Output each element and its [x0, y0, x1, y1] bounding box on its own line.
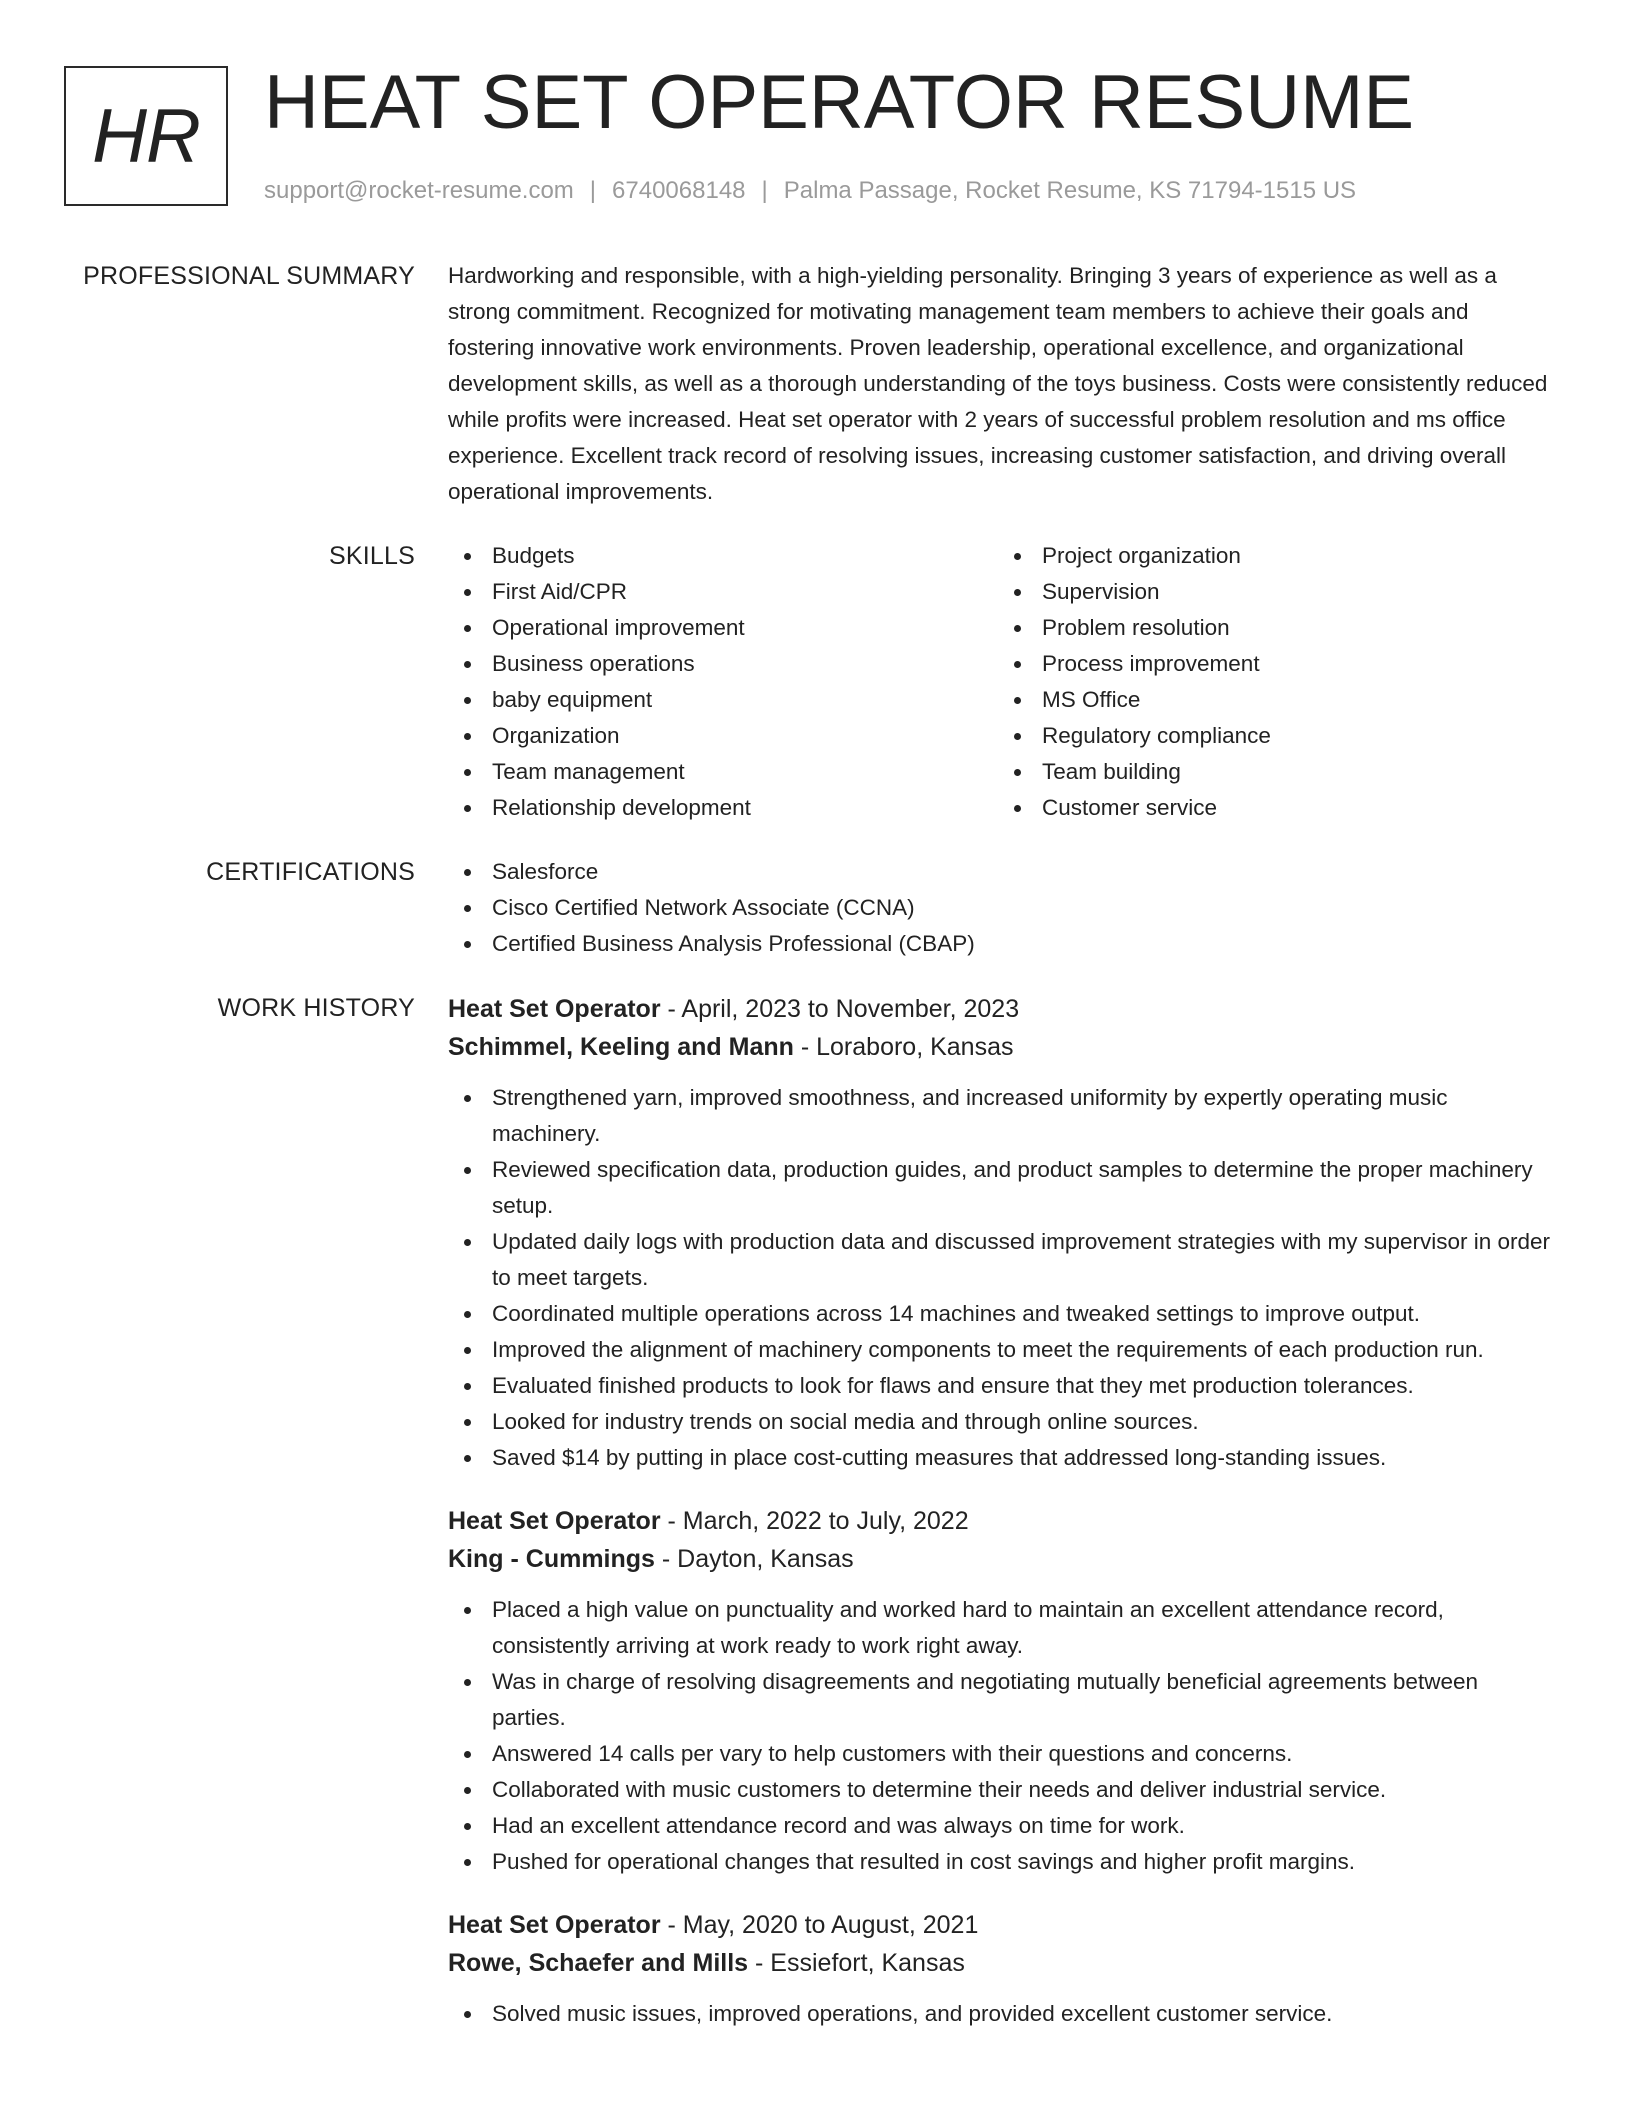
job-duty-item: Answered 14 calls per vary to help customers with their questions and concerns.: [448, 1736, 1558, 1772]
skill-item: Relationship development: [448, 790, 998, 826]
job-title-line: [448, 990, 1558, 1028]
section-summary: [0, 258, 1632, 510]
job-duty-item: Saved $14 by putting in place cost-cutting measures that addressed long-standing issues.: [448, 1440, 1558, 1476]
skill-item: Customer service: [998, 790, 1548, 826]
certifications-heading: CERTIFICATIONS: [206, 858, 415, 886]
resume-title: HEAT SET OPERATOR RESUME: [264, 60, 1415, 145]
job-duty-item: Was in charge of resolving disagreements and negotiating mutually beneficial agreements between parties.: [448, 1664, 1558, 1736]
job-duties-list: [448, 1080, 1558, 1476]
skill-item: Regulatory compliance: [998, 718, 1548, 754]
job-duty-item: Reviewed specification data, production guides, and product samples to determine the proper machinery setup.: [448, 1152, 1558, 1224]
job-location: - Essiefort, Kansas: [748, 1949, 965, 1977]
skill-item: Business operations: [448, 646, 998, 682]
skill-item: Team management: [448, 754, 998, 790]
contact-address: Palma Passage, Rocket Resume, KS 71794-1515 US: [783, 177, 1357, 204]
job-duties-list: [448, 1996, 1558, 2032]
contact-phone[interactable]: 6740068148: [612, 177, 746, 204]
contact-separator: |: [589, 177, 597, 204]
skills-column-left: [448, 538, 998, 826]
skill-item: baby equipment: [448, 682, 998, 718]
skill-item: MS Office: [998, 682, 1548, 718]
resume-sections: [0, 258, 1632, 2086]
job-entry: [448, 1906, 1558, 2032]
job-company: Schimmel, Keeling and Mann: [448, 1033, 794, 1061]
job-duty-item: Collaborated with music customers to determine their needs and deliver industrial service.: [448, 1772, 1558, 1808]
skills-body: [448, 538, 1558, 826]
job-entry: [448, 1502, 1558, 1880]
skill-item: Process improvement: [998, 646, 1548, 682]
skill-item: Project organization: [998, 538, 1548, 574]
job-duty-item: Pushed for operational changes that resulted in cost savings and higher profit margins.: [448, 1844, 1558, 1880]
section-skills: [0, 538, 1632, 826]
job-company: Rowe, Schaefer and Mills: [448, 1949, 749, 1977]
job-title-line: [448, 1906, 1558, 1944]
skill-item: Budgets: [448, 538, 998, 574]
job-duty-item: Updated daily logs with production data and discussed improvement strategies with my supervisor in order to meet targets.: [448, 1224, 1558, 1296]
work-history-body: [448, 990, 1558, 2058]
job-title: Heat Set Operator: [448, 995, 661, 1023]
job-title-line: [448, 1502, 1558, 1540]
certifications-list: [448, 854, 1558, 962]
job-company-line: [448, 1944, 1558, 1982]
skill-item: Supervision: [998, 574, 1548, 610]
section-certifications: [0, 854, 1632, 962]
job-location: - Loraboro, Kansas: [793, 1033, 1014, 1061]
work-history-heading: WORK HISTORY: [217, 994, 415, 1022]
job-company-line: [448, 1028, 1558, 1066]
certification-item: Cisco Certified Network Associate (CCNA): [448, 890, 1558, 926]
contact-separator: |: [761, 177, 768, 204]
job-title: Heat Set Operator: [448, 1507, 661, 1535]
summary-heading: PROFESSIONAL SUMMARY: [83, 262, 415, 290]
job-entry: [448, 990, 1558, 1476]
skill-item: Organization: [448, 718, 998, 754]
summary-body: [448, 258, 1558, 510]
section-work-history: [0, 990, 1632, 2058]
job-dates: - March, 2022 to July, 2022: [660, 1507, 969, 1535]
skills-heading: SKILLS: [329, 542, 415, 570]
monogram-initials: HR: [92, 93, 200, 179]
job-duty-item: Coordinated multiple operations across 14 machines and tweaked settings to improve output.: [448, 1296, 1558, 1332]
job-duty-item: Evaluated finished products to look for flaws and ensure that they met production tolerances.: [448, 1368, 1558, 1404]
job-location: - Dayton, Kansas: [654, 1545, 854, 1573]
contact-line: [264, 174, 1356, 208]
contact-email[interactable]: support@rocket-resume.com: [264, 177, 574, 204]
monogram-box: [64, 66, 228, 206]
certification-item: Salesforce: [448, 854, 1558, 890]
job-company-line: [448, 1540, 1558, 1578]
skills-grid: [448, 538, 1558, 826]
skill-item: First Aid/CPR: [448, 574, 998, 610]
job-duty-item: Had an excellent attendance record and was always on time for work.: [448, 1808, 1558, 1844]
skills-column-right: [998, 538, 1548, 826]
certifications-body: [448, 854, 1558, 962]
skill-item: Operational improvement: [448, 610, 998, 646]
job-dates: - April, 2023 to November, 2023: [660, 995, 1020, 1023]
summary-text: Hardworking and responsible, with a high-yielding personality. Bringing 3 years of experience as well as a strong commitment. Recognized for motivating management team members to achieve their goals and fostering innovative work environments. Proven leadership, operational excellence, and organizational development skills, as well as a thorough understanding of the toys business. Costs were consistently reduced while profits were increased. Heat set operator with 2 years of successful problem resolution and ms office experience. Excellent track record of resolving issues, increasing customer satisfaction, and driving overall operational improvements.: [448, 263, 1548, 504]
skill-item: Problem resolution: [998, 610, 1548, 646]
job-duty-item: Placed a high value on punctuality and worked hard to maintain an excellent attendance record, consistently arriving at work ready to work right away.: [448, 1592, 1558, 1664]
job-title: Heat Set Operator: [448, 1911, 661, 1939]
job-company: King - Cummings: [448, 1545, 655, 1573]
skill-item: Team building: [998, 754, 1548, 790]
job-duty-item: Strengthened yarn, improved smoothness, and increased uniformity by expertly operating music machinery.: [448, 1080, 1558, 1152]
job-dates: - May, 2020 to August, 2021: [660, 1911, 979, 1939]
job-duty-item: Improved the alignment of machinery components to meet the requirements of each production run.: [448, 1332, 1558, 1368]
job-duty-item: Looked for industry trends on social media and through online sources.: [448, 1404, 1558, 1440]
job-duty-item: Solved music issues, improved operations, and provided excellent customer service.: [448, 1996, 1558, 2032]
certification-item: Certified Business Analysis Professional (CBAP): [448, 926, 1558, 962]
job-duties-list: [448, 1592, 1558, 1880]
